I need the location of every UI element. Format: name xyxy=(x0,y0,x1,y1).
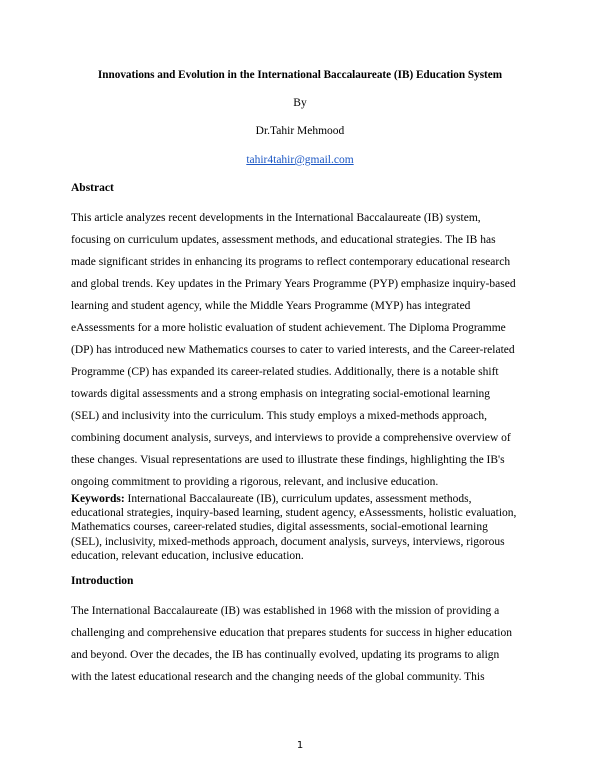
keywords-line: Mathematics courses, career-related studies, digital assessments, social-emotional learning xyxy=(71,521,488,534)
abstract-line: combining document analysis, surveys, and interviews to provide a comprehensive overview of xyxy=(71,432,511,444)
introduction-line: The International Baccalaureate (IB) was established in 1968 with the mission of providing a xyxy=(71,605,500,617)
keywords-line: education, relevant education, inclusive education. xyxy=(71,549,304,562)
author-name: Dr.Tahir Mehmood xyxy=(255,125,345,137)
abstract-line: towards digital assessments and a strong emphasis on integrating social-emotional learning xyxy=(71,388,491,400)
abstract-line: This article analyzes recent developments in the International Baccalaureate (IB) system, xyxy=(71,212,481,224)
abstract-body xyxy=(71,207,541,493)
abstract-line: focusing on curriculum updates, assessment methods, and educational strategies. The IB has xyxy=(71,234,496,246)
abstract-line: (SEL) and inclusivity into the curriculum. This study employs a mixed-methods approach, xyxy=(71,410,487,422)
keywords-line: educational strategies, inquiry-based learning, student agency, eAssessments, holistic evaluation, xyxy=(71,507,517,520)
introduction-heading: Introduction xyxy=(71,575,134,587)
keywords-block xyxy=(71,492,541,563)
keywords-line xyxy=(71,492,541,506)
abstract-line: these changes. Visual representations are used to illustrate these findings, highlighting the IB's xyxy=(71,454,505,466)
paper-title: Innovations and Evolution in the International Baccalaureate (IB) Education System xyxy=(97,69,503,81)
byline: By xyxy=(293,97,307,109)
keywords-line: (SEL), inclusivity, mixed-methods approach, document analysis, surveys, interviews, rigorous xyxy=(71,535,505,548)
abstract-line: (DP) has introduced new Mathematics courses to cater to varied interests, and the Career-related xyxy=(71,344,515,356)
author-email-link[interactable]: tahir4tahir@gmail.com xyxy=(246,154,354,166)
introduction-line: with the latest educational research and the changing needs of the global community. This xyxy=(71,671,485,683)
abstract-line: eAssessments for a more holistic evaluation of student achievement. The Diploma Programme xyxy=(71,322,506,334)
abstract-line: learning and student agency, while the Middle Years Programme (MYP) has integrated xyxy=(71,300,471,312)
abstract-line: Programme (CP) has expanded its career-related studies. Additionally, there is a notable shift xyxy=(71,366,499,378)
abstract-line: ongoing commitment to providing a rigorous, relevant, and inclusive education. xyxy=(71,476,439,488)
introduction-line: challenging and comprehensive education that prepares students for success in higher education xyxy=(71,627,513,639)
page-number: 1 xyxy=(296,740,304,751)
introduction-line: and beyond. Over the decades, the IB has continually evolved, updating its programs to align xyxy=(71,649,500,661)
abstract-line: and global trends. Key updates in the Primary Years Programme (PYP) emphasize inquiry-based xyxy=(71,278,516,290)
keywords-first-line: International Baccalaureate (IB), curriculum updates, assessment methods, xyxy=(124,493,472,505)
abstract-line: made significant strides in enhancing its programs to reflect contemporary educational research xyxy=(71,256,511,268)
abstract-heading: Abstract xyxy=(71,182,114,194)
introduction-body xyxy=(71,600,541,688)
keywords-label: Keywords: xyxy=(71,493,125,505)
